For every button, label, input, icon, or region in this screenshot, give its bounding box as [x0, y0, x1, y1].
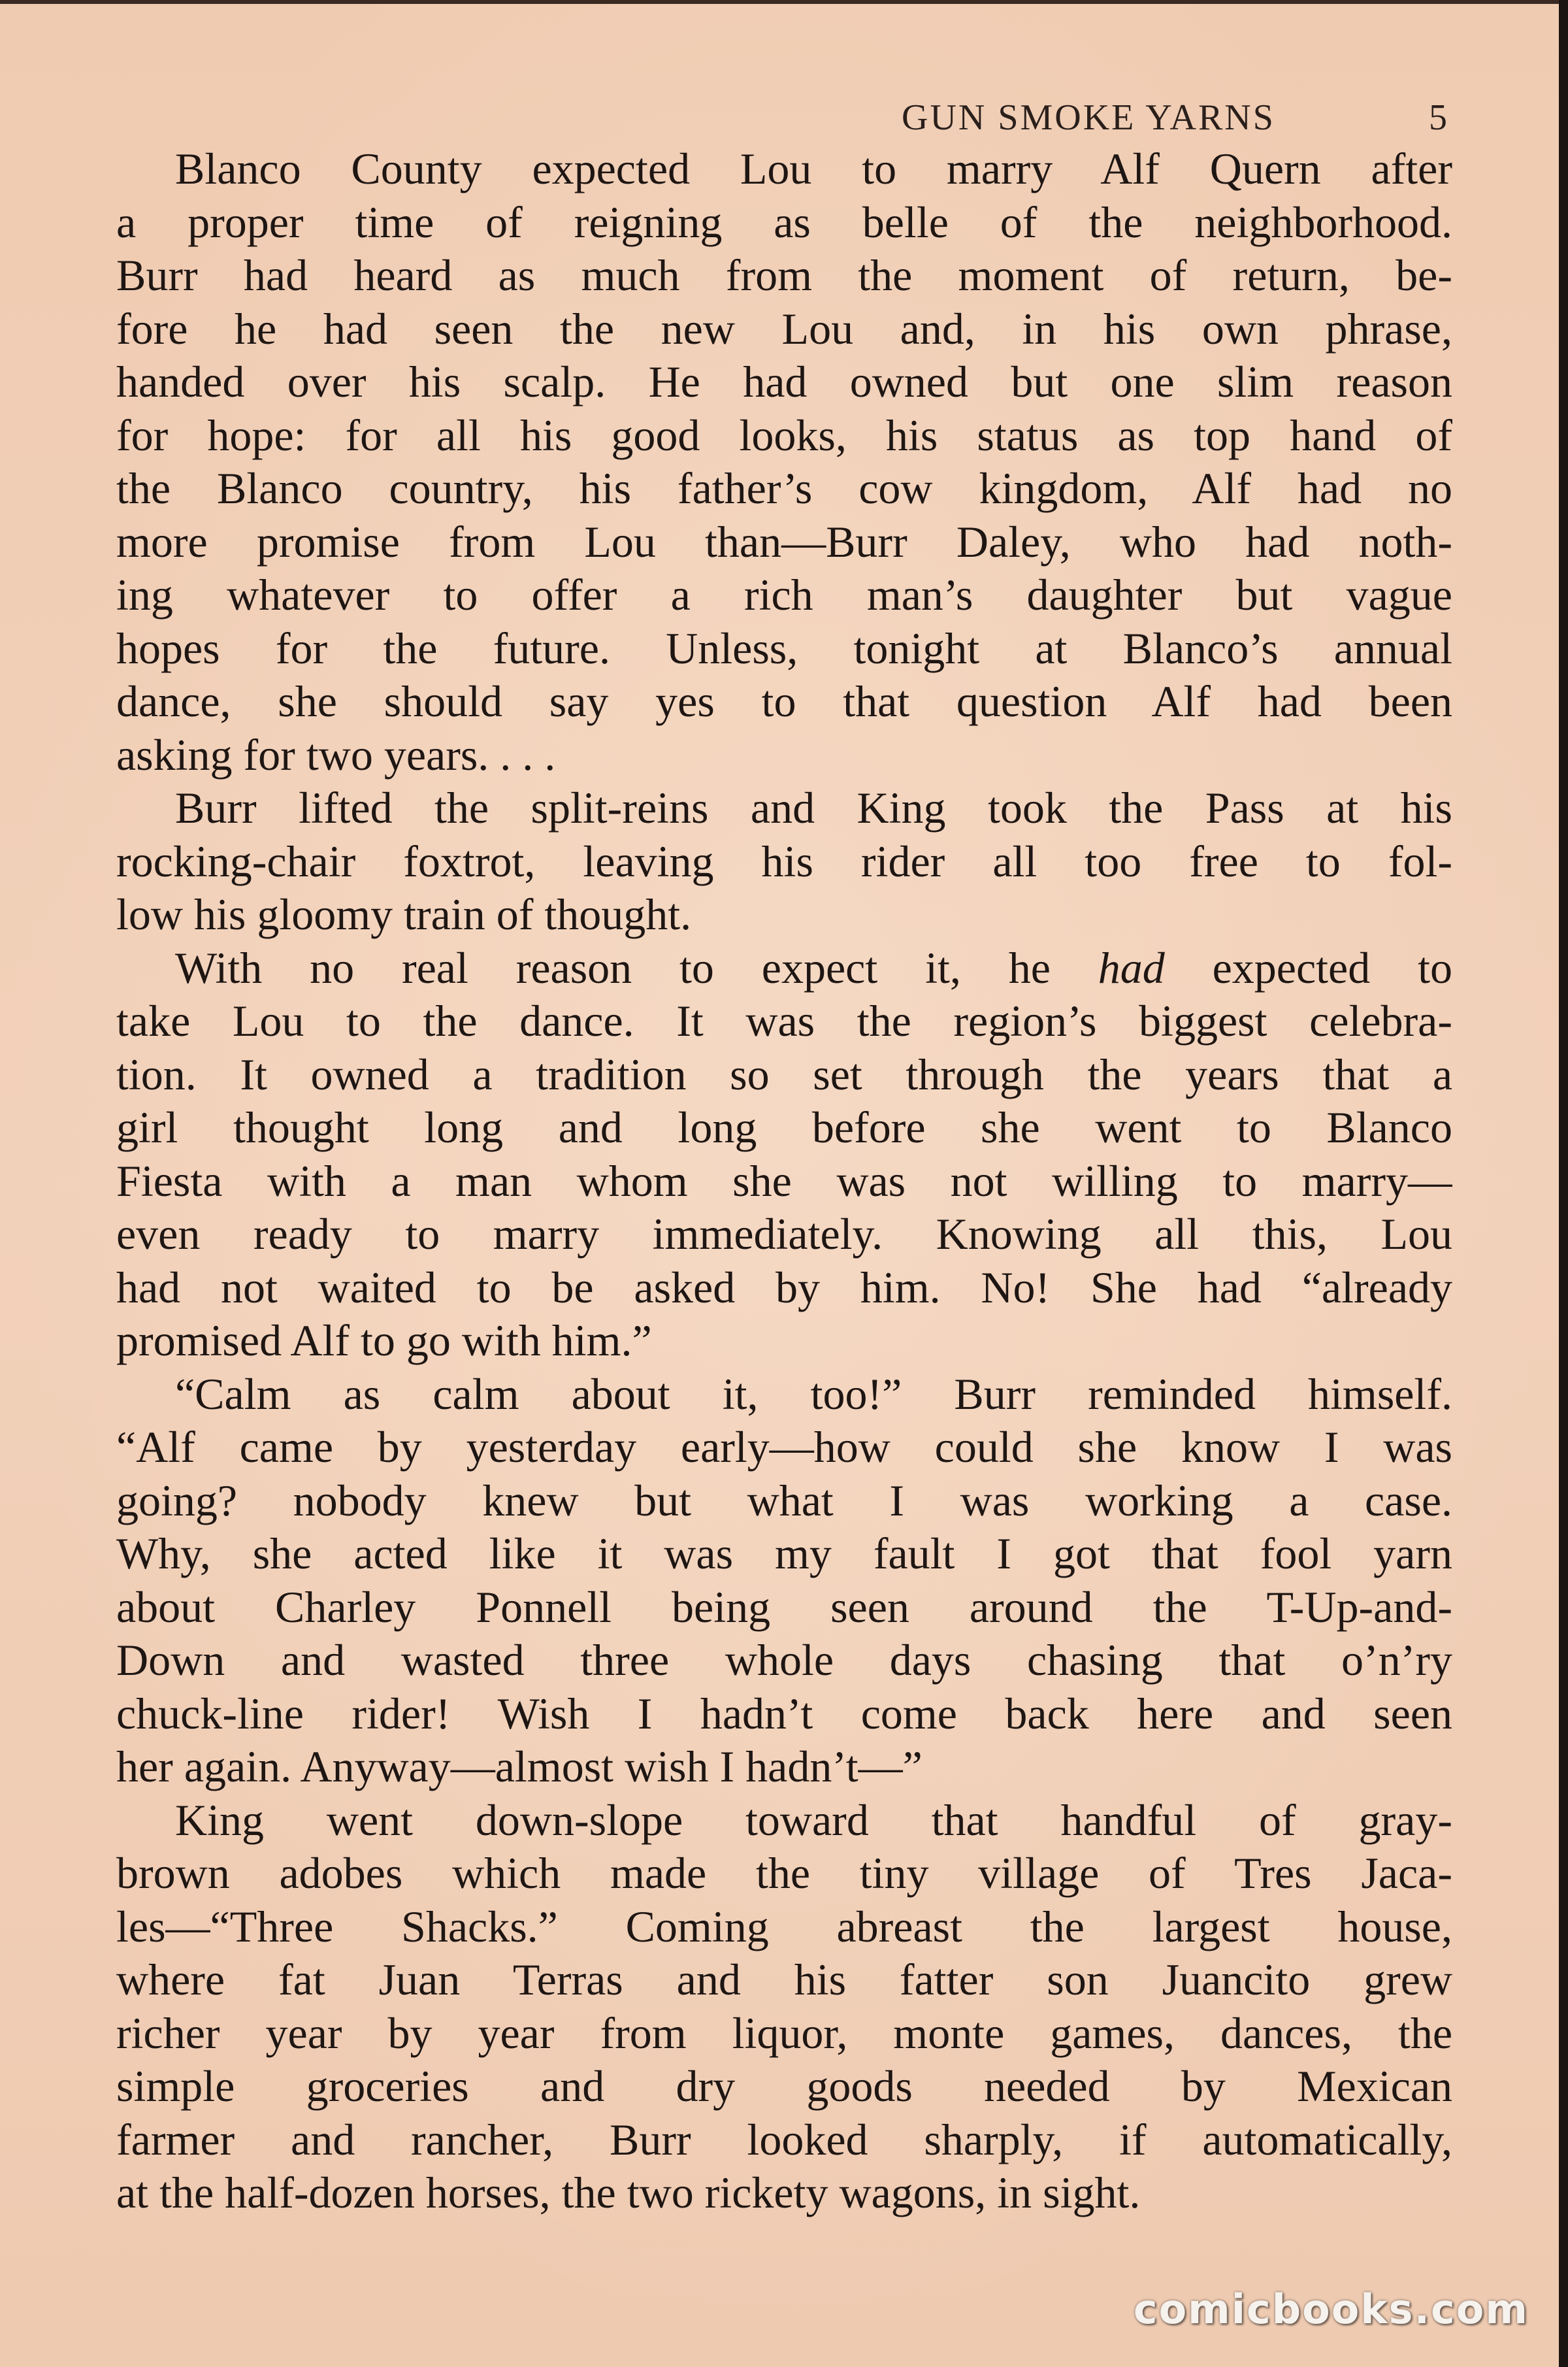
text-line: about Charley Ponnell being seen around the T-Up-and- [116, 1581, 1452, 1632]
text-line: richer year by year from liquor, monte games, dances, the [116, 2008, 1452, 2058]
text-line: Blanco County expected Lou to marry Alf Quern after [175, 144, 1452, 193]
text-line: chuck-line rider! Wish I hadn’t come back here and seen [116, 1688, 1452, 1738]
text-line: girl thought long and long before she went to Blanco [116, 1102, 1452, 1152]
page-number: 5 [1429, 97, 1449, 138]
text-line: had not waited to be asked by him. No! She had “already [116, 1262, 1452, 1312]
text-line: more promise from Lou than—Burr Daley, who had noth- [116, 516, 1452, 567]
text-line: farmer and rancher, Burr looked sharply, if automatically, [116, 2114, 1452, 2164]
text-line: a proper time of reigning as belle of the neighborhood. [116, 197, 1452, 247]
text-line: tion. It owned a tradition so set through the years that a [116, 1049, 1452, 1099]
text-line: Burr lifted the split-reins and King took the Pass at his [175, 783, 1452, 833]
text-line: “Alf came by yesterday early—how could she know I was [116, 1422, 1452, 1472]
paragraph [116, 142, 1452, 782]
text-line: the Blanco country, his father’s cow kingdom, Alf had no [116, 463, 1452, 513]
text-line: promised Alf to go with him.” [116, 1316, 652, 1365]
text-line: simple groceries and dry goods needed by Mexican [116, 2061, 1452, 2111]
text-line: handed over his scalp. He had owned but one slim reason [116, 357, 1452, 406]
text-line: rocking-chair foxtrot, leaving his rider all too free to fol- [116, 836, 1452, 886]
scan-right-edge [1559, 0, 1568, 2367]
paragraph [116, 942, 1452, 1368]
text-line: Fiesta with a man whom she was not willing to marry— [116, 1155, 1452, 1206]
text-line: hopes for the future. Unless, tonight at Blanco’s annual [116, 623, 1452, 673]
text-line: at the half-dozen horses, the two rickety wagons, in sight. [116, 2168, 1141, 2217]
running-head [902, 97, 1449, 139]
running-head-title: GUN SMOKE YARNS [902, 97, 1275, 138]
text-line: King went down-slope toward that handful of gray- [175, 1795, 1452, 1845]
text-line: les—“Three Shacks.” Coming abreast the largest house, [116, 1901, 1452, 1951]
text-line: “Calm as calm about it, too!” Burr reminded himself. [175, 1368, 1452, 1419]
text-line: With no real reason to expect it, he had expected to [175, 942, 1452, 993]
text-line: dance, she should say yes to that question Alf had been [116, 676, 1452, 726]
text-line: asking for two years. . . . [116, 729, 556, 780]
paragraph [116, 782, 1452, 942]
text-line: even ready to marry immediately. Knowing all this, Lou [116, 1209, 1452, 1259]
text-line: where fat Juan Terras and his fatter son Juancito grew [116, 1955, 1452, 2004]
paragraph [116, 1794, 1452, 2220]
text-line: low his gloomy train of thought. [116, 889, 692, 939]
text-line: Down and wasted three whole days chasing that o’n’ry [116, 1635, 1452, 1685]
text-line: going? nobody knew but what I was working a case. [116, 1475, 1452, 1525]
text-line: her again. Anyway—almost wish I hadn’t—” [116, 1742, 923, 1791]
text-line: for hope: for all his good looks, his status as top hand of [116, 410, 1452, 460]
text-line: Why, she acted like it was my fault I got that fool yarn [116, 1529, 1452, 1578]
paragraph [116, 1368, 1452, 1794]
text-line: brown adobes which made the tiny village of Tres Jaca- [116, 1848, 1452, 1898]
text-line: fore he had seen the new Lou and, in his own phrase, [116, 303, 1452, 354]
watermark: comicbooks.com [1133, 2285, 1529, 2333]
text-line: ing whatever to offer a rich man’s daughter but vague [116, 570, 1452, 620]
scan-top-edge [0, 0, 1568, 4]
body-text [116, 142, 1452, 2220]
text-line: Burr had heard as much from the moment of return, be- [116, 250, 1452, 300]
text-line: take Lou to the dance. It was the region’s biggest celebra- [116, 996, 1452, 1046]
